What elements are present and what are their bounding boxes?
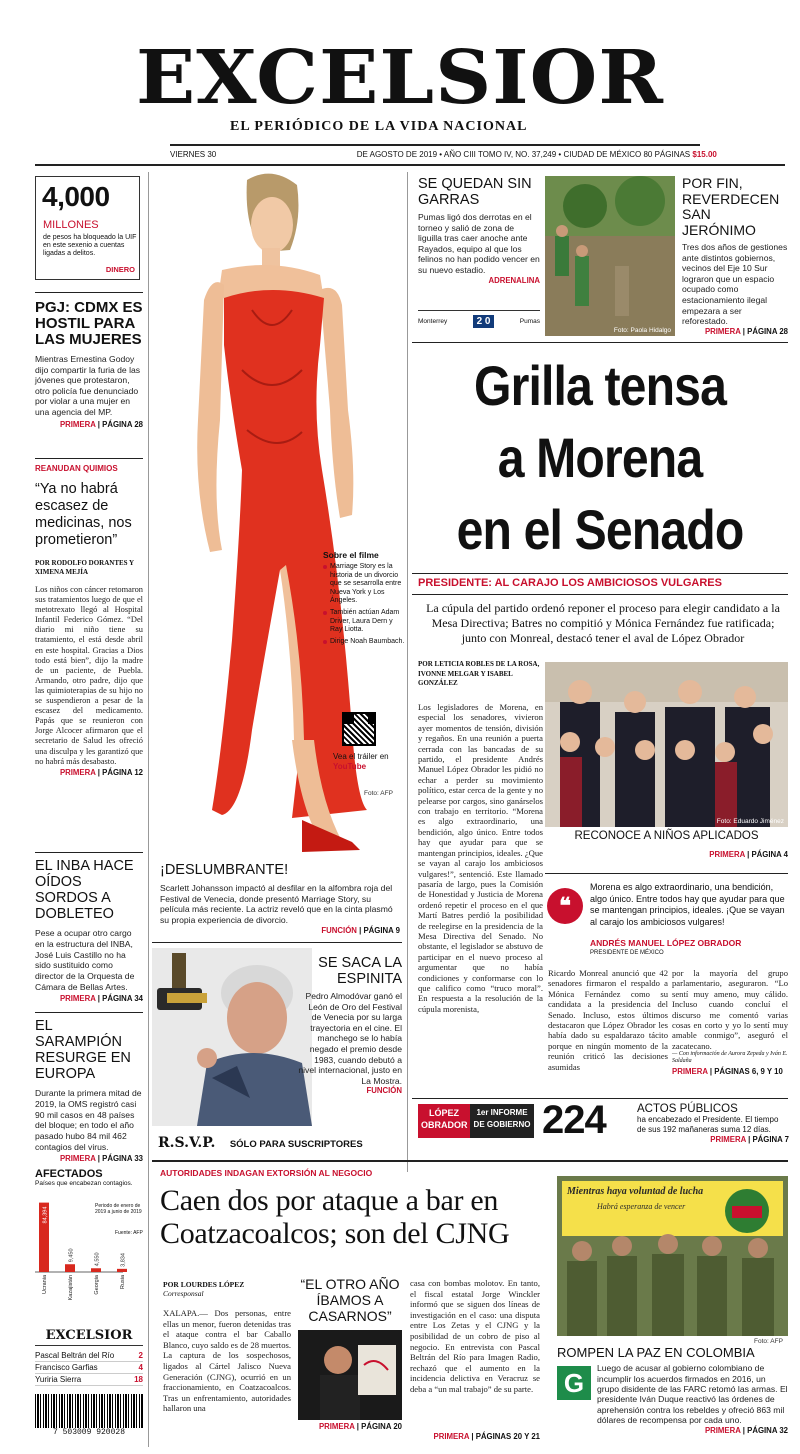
bar-kicker: AUTORIDADES INDAGAN EXTORSIÓN AL NEGOCIO bbox=[160, 1168, 373, 1178]
inba-text: Pese a ocupar otro cargo en la estructura del INBA, José Luis Castillo no ha sido sustituido como director de la Orquesta de Cámara de Bellas Artes. bbox=[35, 928, 135, 992]
dinero-figure: 4,000 bbox=[42, 181, 110, 212]
bar-ref: PRIMERA | PÁGINAS 20 Y 21 bbox=[433, 1432, 540, 1441]
medicinas-text: Los niños con cáncer retomaron sus tratamientos luego de que el metotrexato llegó al Hospital Infantil Federico Gómez. “Del diario mi niño tiene su tratamiento, el está desde abril en este hospital. Gracias a Dios todo está bien”, dijo la madre de un paciente, de Puebla. Armando, otro padre, dijo que las quimioterapias de su hijo no se suspendieron a pesar de la escasez del medicamento. Papás que se reunieron con Jorge Alcocer afirmaron que el secretario de Salud les ofreció una disculpa y les garantizó que no habrá más desabasto. bbox=[35, 585, 143, 766]
informe-number: 224 bbox=[542, 1098, 606, 1142]
farc-badge: G bbox=[557, 1366, 591, 1400]
qr-code[interactable] bbox=[342, 712, 376, 746]
almodovar-story[interactable] bbox=[298, 955, 402, 1095]
filme-title: Sobre el filme bbox=[323, 550, 379, 560]
casarnos-illustration bbox=[298, 1330, 402, 1420]
bar-text-2: casa con bombas molotov. En tanto, el fiscal estatal Jorge Winckler informó que se siguen dos líneas de investigación en el caso: una disputa entre Los Zetas y el CJNG y la posibilidad de un cobro de piso al negocio. En entrevista con Pascal Beltrán del Río para Imagen Radio, rechazó que el aumento en la incidencia delictiva en Veracruz se deba a “un mal trabajo” de su parte. bbox=[410, 1278, 540, 1394]
main-text-2: Ricardo Monreal anunció que 42 senadores firmaron el respaldo a Mónica Fernández como su candidata a la presidencia del Senado. Incluso, estos últimos destacaron que López Obrador les había dado su espaldarazo tácito porque en ningún momento de la reunión criticó las decisiones asumidas bbox=[548, 968, 668, 1072]
chart-value-label: 4,550 bbox=[94, 1252, 101, 1267]
dinero-box[interactable] bbox=[35, 176, 140, 280]
sarampion-headline: EL SARAMPIÓN RESURGE EN EUROPA bbox=[35, 1018, 131, 1082]
farc-story[interactable]: ROMPEN LA PAZ EN COLOMBIA G Luego de acusar al gobierno colombiano de incumplir los acuerdos firmados en 2016, un grupo disidente de las FARC retomó las armas. El presidente Iván Duque reactivó las órdenes de aprehensión contra los rebeldes y ofreció 863 mil dólares de recompensa por cada uno. PRIMERA | PÁGINA 32 bbox=[557, 1345, 788, 1435]
afectados-svg bbox=[35, 1194, 143, 1318]
chart-bar bbox=[65, 1264, 75, 1272]
pgj-story[interactable] bbox=[35, 300, 143, 429]
encuesta-row: Francisco Garfias 4 bbox=[35, 1363, 143, 1372]
medicinas-ref: PRIMERA | PÁGINA 12 bbox=[59, 767, 143, 777]
farc-credit: Foto: AFP bbox=[754, 1338, 783, 1345]
inba-ref: PRIMERA | PÁGINA 34 bbox=[59, 993, 143, 1003]
score-away: Pumas bbox=[519, 318, 540, 325]
masthead-title: EXCELSIOR bbox=[135, 35, 665, 121]
masthead bbox=[0, 0, 800, 170]
almodovar-photo bbox=[152, 948, 312, 1126]
chart-bar bbox=[91, 1268, 101, 1272]
bar-byline: POR LOURDES LÓPEZ Corresponsal bbox=[163, 1280, 245, 1298]
dinero-ref: DINERO bbox=[105, 265, 135, 274]
garras-text: Pumas ligó dos derrotas en el torneo y salió de zona de liguilla tras caer anoche ante Rayados, equipo al que los felinos no han podido vencer en su nuevo estadio. bbox=[418, 212, 540, 275]
scarlett-headline: ¡DESLUMBRANTE! bbox=[160, 862, 289, 878]
pgj-ref: PRIMERA | PÁGINA 28 bbox=[59, 419, 143, 429]
score-home: Monterrey bbox=[418, 318, 448, 325]
bullet-icon bbox=[323, 611, 327, 615]
farc-photo bbox=[557, 1176, 788, 1336]
scarlett-credit: Foto: AFP bbox=[364, 790, 393, 797]
filme-bullet: Dirige Noah Baumbach. bbox=[323, 638, 405, 647]
farc-banner-1: Mientras haya voluntad de lucha bbox=[567, 1186, 704, 1197]
casarnos-photo bbox=[298, 1330, 402, 1420]
pgj-text: Mientras Ernestina Godoy dijo compartir la furia de las jóvenes que protestaron, otro policía fue denunciado por violar a una mujer en una agencia del MP. bbox=[35, 354, 141, 417]
ninos-photo bbox=[545, 662, 788, 827]
scarlett-story[interactable] bbox=[160, 863, 400, 935]
score-box bbox=[418, 310, 540, 332]
almodovar-ref: FUNCIÓN bbox=[366, 1086, 402, 1096]
medicinas-byline: POR RODOLFO DORANTES Y XIMENA MEJÍA bbox=[35, 559, 134, 576]
garras-story[interactable] bbox=[418, 176, 540, 285]
chart-source: Fuente: AFP bbox=[115, 1230, 143, 1236]
filme-box bbox=[323, 550, 405, 649]
encuesta-box bbox=[35, 1328, 143, 1446]
afectados-chart bbox=[35, 1168, 143, 1318]
sanjeronimo-headline: POR FIN, REVERDECEN SAN JERÓNIMO bbox=[682, 175, 780, 238]
qr-caption[interactable]: Vea el tráiler en YouTube bbox=[333, 752, 389, 771]
garras-ref: ADRENALINA bbox=[488, 275, 540, 285]
filme-bullet: Marriage Story es la historia de un divorcio que se sesarrolla entre Nueva York y Los Ángeles. bbox=[323, 563, 405, 606]
scarlett-ref: FUNCIÓN | PÁGINA 9 bbox=[321, 925, 400, 935]
bullet-icon bbox=[323, 565, 327, 569]
pgj-headline: PGJ: CDMX ES HOSTIL PARA LAS MUJERES bbox=[35, 299, 143, 348]
main-deck: La cúpula del partido ordenó reponer el proceso para elegir candidato a la Mesa Directiva; Batres no compitió y Mónica Fernández fue ratificada; junto con Monreal, destacó tener el aval de López Obrador bbox=[426, 601, 780, 645]
main-kicker: PRESIDENTE: AL CARAJO LOS AMBICIOSOS VULGARES bbox=[418, 577, 722, 589]
main-byline: POR LETICIA ROBLES DE LA ROSA, IVONNE MELGAR Y ISABEL GONZÁLEZ bbox=[418, 660, 540, 687]
chart-category-label: Rusia bbox=[120, 1275, 126, 1290]
rsvp-bar[interactable] bbox=[158, 1134, 403, 1154]
rsvp-logo: R.S.V.P. bbox=[158, 1135, 216, 1151]
barcode-number: 7 503009 920028 bbox=[35, 1428, 143, 1437]
chart-title: AFECTADOS bbox=[35, 1168, 103, 1180]
ninos-caption[interactable]: RECONOCE A NIÑOS APLICADOS PRIMERA | PÁGINA 4 bbox=[574, 830, 788, 859]
bar-headline: Caen dos por ataque a bar en Coatzacoalcos; son del CJNG bbox=[160, 1184, 510, 1250]
chart-category-label: Kazajistán bbox=[68, 1275, 74, 1301]
sarampion-ref: PRIMERA | PÁGINA 33 bbox=[59, 1153, 143, 1163]
encuesta-row: Pascal Beltrán del Río 2 bbox=[35, 1351, 143, 1360]
informe-block[interactable]: ACTOS PÚBLICOS ha encabezado el Presidente. El tiempo de sus 192 mañaneras suma 12 días. PRIMERA | PÁGINA 7 bbox=[637, 1103, 789, 1144]
encuesta-rows bbox=[35, 1350, 143, 1386]
chart-value-label: 9,450 bbox=[68, 1248, 75, 1263]
chart-category-label: Ucrania bbox=[42, 1275, 48, 1294]
main-text-3-col: por la mayoría del grupo parlamentario, aseguraron. “Lo sentí muy ameno, muy cálido. Incluso cuando concluí el discurso me comentó varias cosas en corto y yo lo sentí muy amable conmigo”, aseguró el zacatecano. — Con información de Aurora Zepeda y Iván E. Saldaña PRIMERA | PÁGINAS 6, 9 Y 10 bbox=[672, 968, 788, 1077]
ninos-illustration bbox=[545, 662, 788, 827]
informe-logo: LÓPEZ OBRADOR 1er INFORME DE GOBIERNO bbox=[418, 1104, 536, 1138]
medicinas-kicker: REANUDAN QUIMIOS bbox=[35, 464, 118, 473]
dateline: VIERNES 30 DE AGOSTO DE 2019 • AÑO CIII TOMO IV, NO. 37,249 • CIUDAD DE MÉXICO 80 PÁGINAS $15.00 bbox=[170, 150, 717, 159]
sarampion-text: Durante la primera mitad de 2019, la OMS registró casi 90 mil casos en 48 países del bloque; en todo el año pasado hubo 84 mil 462 contagios del virus. bbox=[35, 1088, 142, 1152]
filme-bullets bbox=[323, 563, 405, 646]
dinero-text: de pesos ha bloqueado la UIF en este sexenio a cuentas ligadas a delitos. bbox=[43, 234, 137, 257]
almodovar-text: Pedro Almodóvar ganó el León de Oro del Festival de Venecia por su larga trayectoria en el cine. El manchego se lo había negado el premio desde 1983, cuando debutó a nivel internacional, justo en La Mostra. bbox=[298, 991, 402, 1086]
rsvp-text: SÓLO PARA SUSCRIPTORES bbox=[229, 1139, 363, 1150]
chart-category-label: Georgia bbox=[94, 1275, 100, 1295]
chart-value-label: 3,834 bbox=[120, 1253, 127, 1267]
score-value: 2 0 bbox=[473, 315, 495, 328]
dinero-unit: MILLONES bbox=[43, 219, 99, 231]
masthead-subtitle: EL PERIÓDICO DE LA VIDA NACIONAL bbox=[230, 119, 528, 134]
encuesta-brand: EXCELSIOR bbox=[35, 1328, 143, 1346]
medicinas-headline: “Ya no habrá escasez de medicinas, nos prometieron” bbox=[35, 481, 132, 548]
farc-illustration bbox=[557, 1176, 788, 1336]
almodovar-headline: SE SACA LA ESPINITA bbox=[318, 955, 402, 987]
inba-headline: EL INBA HACE OÍDOS SORDOS A DOBLETEO bbox=[35, 858, 134, 922]
garras-headline: SE QUEDAN SIN GARRAS bbox=[418, 176, 532, 208]
quote-icon: ❝ bbox=[547, 888, 583, 924]
sanjeronimo-ref: PRIMERA | PÁGINA 28 bbox=[704, 326, 788, 336]
amlo-quote bbox=[545, 880, 788, 965]
main-text-1: Los legisladores de Morena, en especial los senadores, vivieron ayer momentos de tensión, división y regaños. En una reunión a puerta cerrada con las bancadas de su partido, el presidente Andrés Manuel López Obrador les pidió no echar a perder su movimiento político, estar cerca de la gente y no pelearse por cargos, sino ganárselos con trabajo en territorio. “Morena es algo extraordinario, una bendición, algo único. Entre todos hay que ayudar para que se mantengan principios, ideales. ¿Que se vayan al carajo los ambiciosos vulgares!”, sentenció. Este llamado pasaría de largo, pues la Comisión de Honestidad y Justicia de Morena ordenó repetir el proceso en el que Martí Batres perdió la posibilidad de reelegirse en la presidencia de la Mesa Directiva del Senado. No obstante, el legislador se abstuvo de participar en el nuevo proceso al argumentar que no había condiciones y conformarse con lo que califico como “truco moral”. En respuesta a la resolución de la cúpula morenista, bbox=[418, 702, 543, 1014]
scarlett-text: Scarlett Johansson impactó al desfilar en la alfombra roja del Festival de Venecia, donde presentó Marriage Story, su película más reciente. La actriz reveló que en la cinta plasmó su propia experiencia de divorcio. bbox=[160, 882, 393, 926]
inba-story[interactable] bbox=[35, 858, 143, 1003]
bar-text-1: XALAPA.— Dos personas, entre ellas un menor, fueron detenidas tras el ataque contra el bar Caballo Blanco, cuyo saldo es de 28 muertos. La captura de los sospechosos, ligados al Cártel Jalisco Nueva Generación (CJNG), ocurrió en un fraccionamiento, en Coatzacoalcos. Tras un enfrentamiento, autoridades hallaron una bbox=[163, 1308, 291, 1414]
sanjeronimo-illustration bbox=[545, 176, 675, 336]
farc-banner-2: Habrá esperanza de vencer bbox=[597, 1202, 686, 1211]
chart-subtitle: Países que encabezan contagios. bbox=[35, 1180, 133, 1187]
chart-note: Periodo de enero de 2019 a junio de 2019 bbox=[95, 1203, 142, 1215]
quote-role: PRESIDENTE DE MÉXICO bbox=[590, 950, 664, 956]
casarnos-box[interactable]: “EL OTRO AÑO ÍBAMOS A CASARNOS” PRIMERA | PÁGINA 20 bbox=[298, 1276, 402, 1431]
encuesta-row: Yuriria Sierra 18 bbox=[35, 1375, 143, 1384]
chart-value-label: 84,394 bbox=[42, 1206, 49, 1224]
main-headline[interactable]: Grilla tensa a Morena en el Senado bbox=[456, 354, 744, 561]
quote-text: Morena es algo extraordinario, una bendición, algo único. Entre todos hay que ayudar para que se mantengan principios, ideales. ¡Que se vayan al carajo los ambiciosos vulgares! bbox=[590, 882, 785, 927]
sanjeronimo-text: Tres dos años de gestiones ante distintos gobiernos, vecinos del Eje 10 Sur lograron que un espacio ocupado como estacionamiento ilegal empezara a ser reforestado. bbox=[682, 242, 788, 327]
chart-bar bbox=[117, 1269, 127, 1272]
sanjeronimo-photo bbox=[545, 176, 675, 336]
bar-story[interactable] bbox=[160, 1168, 550, 1250]
ninos-credit: Foto: Eduardo Jiménez bbox=[716, 818, 784, 825]
filme-bullet: También actúan Adam Driver, Laura Dern y Ray Liotta. bbox=[323, 609, 405, 635]
medicinas-story[interactable] bbox=[35, 464, 143, 777]
sarampion-story[interactable] bbox=[35, 1018, 143, 1163]
bullet-icon bbox=[323, 640, 327, 644]
almodovar-illustration bbox=[152, 948, 312, 1126]
barcode bbox=[35, 1394, 143, 1428]
sanjeronimo-credit: Foto: Paola Hidalgo bbox=[613, 327, 671, 334]
sanjeronimo-story[interactable] bbox=[682, 176, 788, 336]
quote-author: ANDRÉS MANUEL LÓPEZ OBRADOR bbox=[590, 938, 742, 948]
